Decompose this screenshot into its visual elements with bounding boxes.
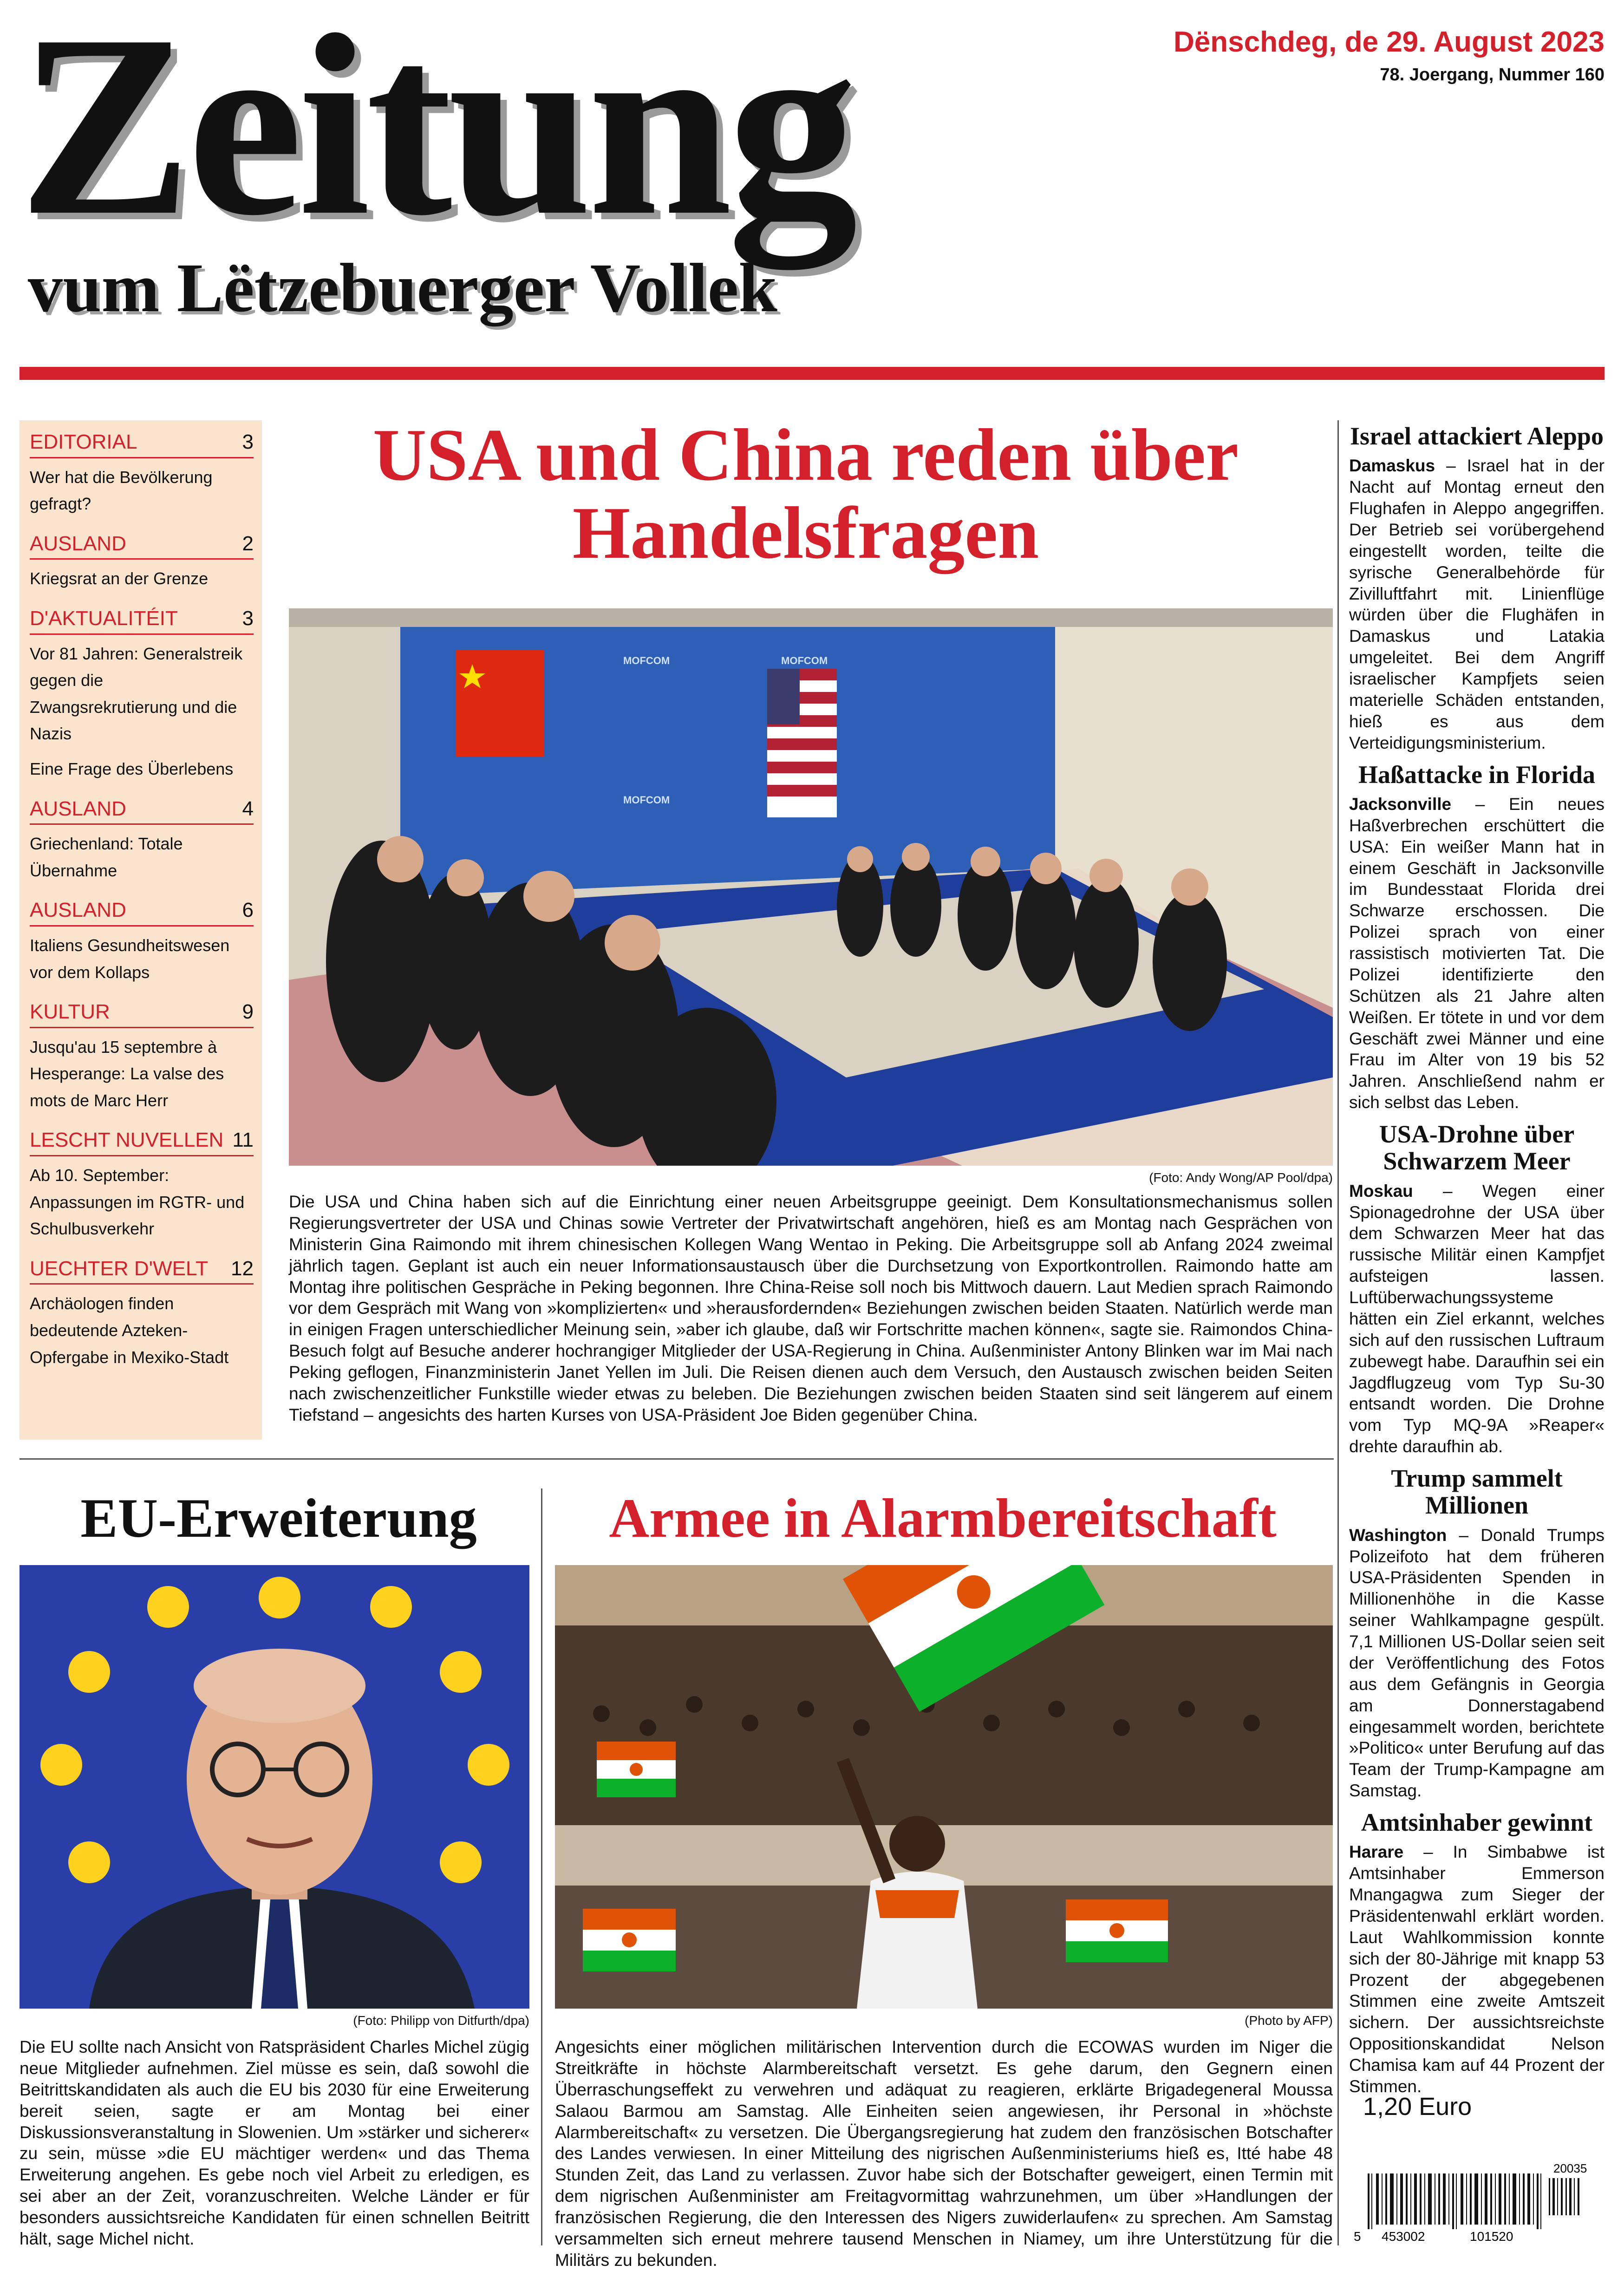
brief-text bbox=[1349, 1525, 1604, 1801]
barcode bbox=[1354, 2160, 1604, 2243]
niger-flag bbox=[1066, 1899, 1168, 1962]
toc-item[interactable]: Jusqu'au 15 septembre à Hesperange: La valse des mots de Marc Herr bbox=[30, 1037, 224, 1110]
toc-item[interactable]: Vor 81 Jahren: Generalstreik gegen die Zwangsrekrutierung und die Nazis bbox=[30, 644, 243, 744]
toc-section-title[interactable]: AUSLAND bbox=[30, 899, 126, 922]
toc-item[interactable]: Ab 10. September: Anpassungen im RGTR- und Schulbusverkehr bbox=[30, 1166, 245, 1239]
toc-item[interactable]: Archäologen finden bedeutende Azteken-Opfergabe in Mexiko-Stadt bbox=[30, 1294, 229, 1367]
brief-headline[interactable]: USA-Drohne über Schwarzem Meer bbox=[1379, 1120, 1575, 1175]
toc-page-number: 6 bbox=[242, 899, 254, 922]
brief-dateline: Washington bbox=[1349, 1525, 1447, 1545]
toc-section bbox=[30, 899, 254, 985]
toc-section bbox=[30, 1000, 254, 1114]
toc-section-title[interactable]: LESCHT NUVELLEN bbox=[30, 1129, 224, 1152]
brief-dateline: Harare bbox=[1349, 1842, 1404, 1862]
issue-number: 78. Joergang, Nummer 160 bbox=[1380, 65, 1604, 85]
toc-section bbox=[30, 797, 254, 884]
barcode-graphic bbox=[1354, 2160, 1604, 2243]
toc-section-title[interactable]: KULTUR bbox=[30, 1000, 110, 1024]
brief-text bbox=[1349, 1841, 1604, 2097]
brief-headline[interactable]: Haßattacke in Florida bbox=[1358, 760, 1595, 789]
niger-flag bbox=[597, 1742, 676, 1797]
backdrop-label: MOFCOM bbox=[623, 794, 670, 806]
masthead-subtitle: vum Lëtzebuerger Vollek bbox=[28, 249, 777, 326]
brief-body: – Donald Trumps Polizeifoto hat dem früheren USA-Präsidenten Spenden in Millionenhöhe in die Kasse seiner Wahlkampagne gespült. 7,1 Millionen US-Dollar seien seit der Veröffentlichung des Fotos aus dem Gefängnis in Georgia am Donnerstagabend eingesammelt worden, berichtete »Politico« unter Berufung auf das Team der Trump-Kampagne am Samstag. bbox=[1349, 1525, 1604, 1801]
lead-photo-credit: (Foto: Andy Wong/AP Pool/dpa) bbox=[1149, 1170, 1333, 1185]
price-label: 1,20 Euro bbox=[1363, 2093, 1472, 2121]
toc-section-title[interactable]: AUSLAND bbox=[30, 532, 126, 555]
toc-section bbox=[30, 532, 254, 592]
toc-item[interactable]: Griechenland: Totale Übernahme bbox=[30, 834, 183, 880]
issue-date: Dënschdeg, de 29. August 2023 bbox=[1173, 26, 1604, 58]
eu-photo bbox=[20, 1565, 529, 2009]
rally-photo-illustration bbox=[555, 1565, 1333, 2009]
usa-flag bbox=[767, 669, 837, 817]
toc-section bbox=[30, 607, 254, 783]
toc-item[interactable]: Wer hat die Bevölkerung gefragt? bbox=[30, 467, 213, 514]
toc-page-number: 4 bbox=[242, 797, 254, 820]
brief-body: – In Simbabwe ist Amtsinhaber Emmerson Mnangagwa zum Sieger der Präsidentenwahl erklärt worden. Laut Wahlkommission konnte sich der 80-Jährige mit knapp 53 Prozent der abgegebenen Stimmen eine zweite Amtszeit sichern. Der aussichtsreichste Oppositionskandidat Nelson Chamisa kam auf 44 Prozent der Stimmen. bbox=[1349, 1842, 1604, 2096]
news-briefs-column bbox=[1349, 423, 1604, 2105]
toc-section-title[interactable]: UECHTER D'WELT bbox=[30, 1257, 209, 1280]
toc-page-number: 3 bbox=[242, 431, 254, 453]
eu-headline[interactable]: EU-Erweiterung bbox=[80, 1487, 477, 1549]
table-of-contents bbox=[20, 420, 262, 1440]
column-divider bbox=[541, 1488, 542, 2245]
toc-section-title[interactable]: D'AKTUALITÉIT bbox=[30, 607, 178, 630]
barcode-addon-number: 20035 bbox=[1553, 2161, 1587, 2175]
niger-photo-credit: (Photo by AFP) bbox=[1245, 2013, 1333, 2028]
eu-article-body: Die EU sollte nach Ansicht von Ratspräsident Charles Michel zügig neue Mitglieder aufnehmen. Ziel müsse es sein, daß sowohl die Beitrittskandidaten als auch die EU bis 2030 für eine Erweiterung bereit seien, sagte er am Montag bei einer Diskussionsveranstaltung in Slowenien. Um »stärker und sicherer« zu sein, müsse »die EU mächtiger werden« und das Thema Erweiterung angehen. Es gebe noch viel Arbeit zu erledigen, es sei aber an der Zeit, voranzuschreiten. Welche Länder er für besonders aussichtsreiche Kandidaten für einen schnellen Beitritt hält, sage Michel nicht. bbox=[20, 2037, 529, 2248]
backdrop-label: MOFCOM bbox=[781, 655, 828, 666]
brief-text bbox=[1349, 1181, 1604, 1457]
toc-section bbox=[30, 1129, 254, 1242]
brief-dateline: Damaskus bbox=[1349, 456, 1435, 476]
toc-page-number: 9 bbox=[242, 1000, 254, 1024]
masthead-rule bbox=[20, 367, 1604, 380]
niger-article-body: Angesichts einer möglichen militärischen Intervention durch die ECOWAS wurden im Niger die Streitkräfte in höchste Alarmbereitschaft versetzt. Es gehe darum, den Gegnern einen Überraschungseffekt zu verwehren und adäquat zu reagieren, erklärte Brigadegeneral Moussa Salaou Barmou am Samstag. Alle Einheiten seien angewiesen, ihr Personal in »höchste Alarmbereitschaft« zu versetzen. Die Übergangsregierung hat zudem den französischen Botschafter des Landes verwiesen. In einer Mitteilung des nigrischen Außenministeriums hieß es, Itté habe 48 Stunden Zeit, das Land zu verlassen. Zuvor habe sich der Botschafter geweigert, einen Termin mit dem nigrischen Außenminister am Freitagvormittag wahrzunehmen, um über »Handlungen der französischen Regierung, die den Interessen des Nigers zuwiderlaufen« zu sprechen. Am Samstag versammelten sich erneut mehrere tausend Menschen in Niamey, um ihre Unterstützung für die Militärs zu bekunden. bbox=[555, 2037, 1333, 2270]
lead-article-body: Die USA und China haben sich auf die Einrichtung einer neuen Arbeitsgruppe geeinigt. Dem Konsultationsmechanismus sollen Regierungsvertreter der USA und Chinas sowie Vertreter der Privatwirtschaft angehören, hieß es am Montag nach Gesprächen von Ministerin Gina Raimondo mit ihrem chinesischen Kollegen Wang Wentao in Peking. Die Arbeitsgruppe soll ab Anfang 2024 zweimal jährlich tagen. Geplant ist auch ein neuer Informationsaustausch über die Durchsetzung von Exportkontrollen. Raimondo hatte am Montag ihre politischen Gespräche in Peking begonnen. Ihre China-Reise soll noch bis Mittwoch dauern. Laut Medien sprach Raimondo vor dem Gespräch mit Wang von »komplizierten« und »herausfordernden« Beziehungen zwischen beiden Staaten. Natürlich werde man in einigen Fragen unterschiedlicher Meinung sein, »aber ich glaube, daß wir Fortschritte machen können«, sagte sie. Raimondos China-Besuch folgt auf Besuche anderer hochrangiger Mitglieder der USA-Regierung in China. Außenminister Antony Blinken war im Mai nach Peking geflogen, Finanzministerin Janet Yellen im Juli. Die Reisen dienen auch dem Versuch, den Austausch zwischen beiden Seiten nach zwischenzeitlicher Funkstille wieder etwas zu beleben. Die Beziehungen zwischen beiden Staaten sind seit längerem auf einem Tiefstand – angesichts des harten Kurses von USA-Präsident Joe Biden gegenüber China. bbox=[289, 1192, 1333, 1424]
niger-flag bbox=[583, 1909, 676, 1971]
niger-headline[interactable]: Armee in Alarmbereitschaft bbox=[609, 1487, 1277, 1549]
brief-headline[interactable]: Israel attackiert Aleppo bbox=[1350, 422, 1604, 450]
brief-body: – Israel hat in der Nacht auf Montag erneut den Flughafen in Aleppo angegriffen. Der Betrieb sei vorübergehend eingestellt worden, teilte die syrische Generalbehörde für Zivilluftfahrt mit. Linienflüge würden über die Flughäfen in Damaskus und Latakia umgeleitet. Bei dem Angriff israelischer Kampfjets seien materielle Schäden entstanden, hieß es aus dem Verteidigungsministerium. bbox=[1349, 456, 1604, 752]
column-divider bbox=[1337, 420, 1339, 2245]
meeting-photo-illustration bbox=[289, 608, 1333, 1166]
toc-page-number: 11 bbox=[232, 1129, 254, 1152]
toc-section bbox=[30, 1257, 254, 1370]
toc-section bbox=[30, 431, 254, 517]
brief-dateline: Moskau bbox=[1349, 1181, 1413, 1201]
niger-photo bbox=[555, 1565, 1333, 2009]
toc-section-title[interactable]: EDITORIAL bbox=[30, 431, 137, 453]
lead-photo bbox=[289, 608, 1333, 1166]
toc-page-number: 12 bbox=[231, 1257, 254, 1280]
brief-headline[interactable]: Amtsinhaber gewinnt bbox=[1361, 1808, 1593, 1836]
backdrop-label: MOFCOM bbox=[623, 655, 670, 666]
toc-item[interactable]: Italiens Gesundheitswesen vor dem Kollaps bbox=[30, 935, 230, 982]
masthead-title: Zeitung bbox=[19, 0, 854, 269]
section-divider bbox=[20, 1458, 1334, 1460]
barcode-digit-group: 5 bbox=[1354, 2229, 1361, 2243]
brief-body: – Wegen einer Spionagedrohne der USA über dem Schwarzen Meer hat das russische Militär einen Kampfjet aufsteigen lassen. Luftüberwachungssysteme hätten ein Ziel erkannt, welches sich auf den russischen Luftraum zubewegt habe. Daraufhin sei ein Jagdflugzeug vom Typ Su-30 entsandt worden. Die Drohne vom Typ MQ-9A »Reaper« drehte daraufhin ab. bbox=[1349, 1181, 1604, 1456]
lead-headline[interactable]: USA und China reden über Handelsfragen bbox=[372, 413, 1239, 574]
toc-section-title[interactable]: AUSLAND bbox=[30, 797, 126, 820]
brief-headline[interactable]: Trump sammelt Millionen bbox=[1391, 1464, 1563, 1520]
brief-text bbox=[1349, 794, 1604, 1113]
barcode-digit-group: 453002 bbox=[1382, 2229, 1425, 2243]
barcode-digit-group: 101520 bbox=[1470, 2229, 1513, 2243]
china-flag bbox=[456, 650, 544, 757]
brief-body: – Ein neues Haßverbrechen erschüttert die USA: Ein weißer Mann hat in einem Geschäft in Jacksonville im Bundesstaat Florida drei Schwarze erschossen. Die Polizei sprach von einer rassistisch motivierten Tat. Die Polizei identifizierte den Schützen als 21 Jahre alten Weißen. Er tötete in und vor dem Geschäft zwei Männer und eine Frau im Alter von 19 bis 52 Jahren. Anschließend nahm er sich selbst das Leben. bbox=[1349, 794, 1604, 1112]
eu-photo-credit: (Foto: Philipp von Ditfurth/dpa) bbox=[353, 2013, 529, 2028]
brief-text bbox=[1349, 455, 1604, 753]
toc-item[interactable]: Kriegsrat an der Grenze bbox=[30, 569, 209, 588]
portrait-illustration bbox=[20, 1565, 529, 2009]
toc-item[interactable]: Eine Frage des Überlebens bbox=[30, 759, 234, 778]
toc-page-number: 2 bbox=[242, 532, 254, 555]
toc-page-number: 3 bbox=[242, 607, 254, 630]
brief-dateline: Jacksonville bbox=[1349, 794, 1452, 814]
